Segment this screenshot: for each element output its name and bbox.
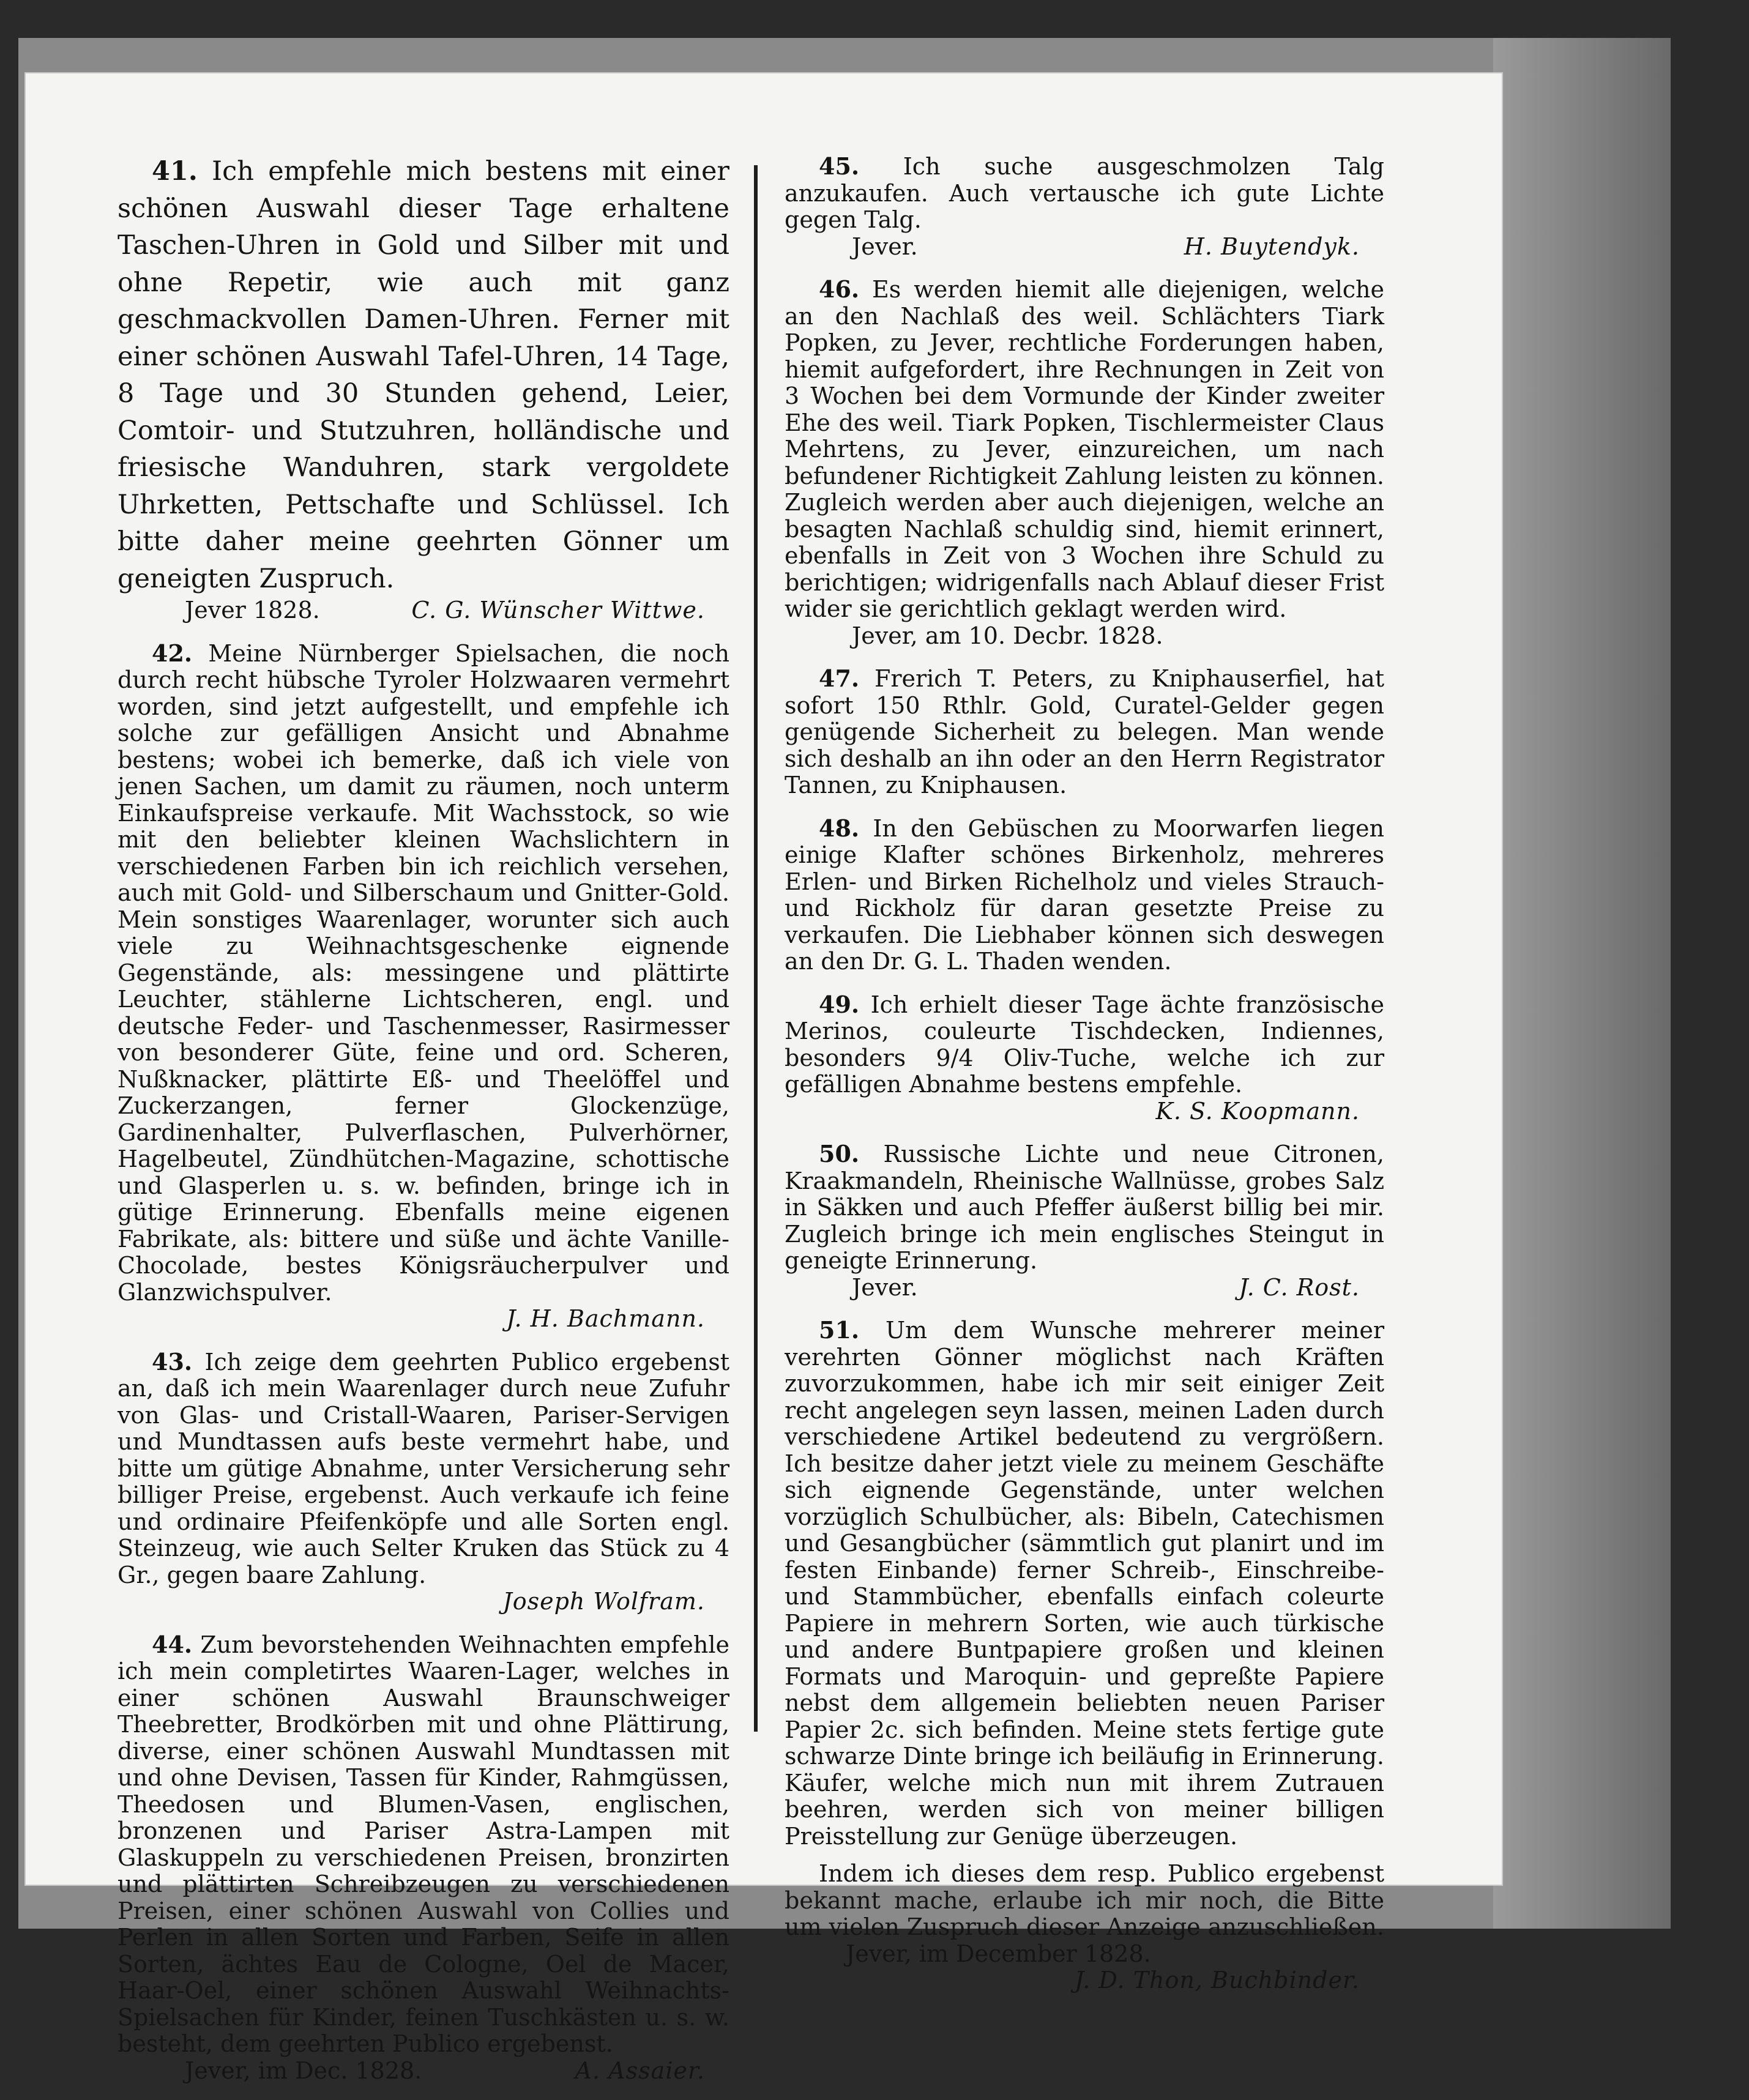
advert-text: Ich suche ausgeschmolzen Talg anzukaufen. Auch vertausche ich gute Lichte gegen Talg. (785, 153, 1384, 233)
advert-number: 41. (152, 156, 198, 187)
advert-name: C. G. Wünscher Wittwe. (411, 597, 705, 624)
advert-signature (785, 234, 1384, 261)
advert-number: 51. (819, 1316, 860, 1344)
advert-number: 50. (819, 1140, 860, 1167)
left-column (117, 153, 729, 2100)
advert-signature (785, 1098, 1384, 1125)
advert-43 (117, 1349, 729, 1615)
advert-text-continued: Indem ich dieses dem resp. Publico ergebenst bekannt mache, erlaube ich mir noch, die Bitte um vielen Zuspruch dieser Anzeige anzuschließen. (785, 1860, 1384, 1940)
advert-50 (785, 1141, 1384, 1301)
advert-51 (785, 1317, 1384, 1994)
advert-name: J. D. Thon, Buchbinder. (1074, 1967, 1360, 1994)
advert-47 (785, 665, 1384, 799)
advert-text: Zum bevorstehenden Weihnachten empfehle ich mein completirtes Waaren-Lager, welches in einer schönen Auswahl Braunschweiger Theebretter, Brodkörben mit und ohne Plättirung, diverse, einer schönen Auswahl Mundtassen mit und ohne Devisen, Tassen für Kinder, Rahmgüssen, Theedosen und Blumen-Vasen, englischen, bronzenen und Pariser Astra-Lampen mit Glaskuppeln zu verschiedenen Preisen, bronzirten und plättirten Schreibzeugen zu verschiedenen Preisen, einer schönen Auswahl von Collies und Perlen in allen Sorten und Farben, Seife in allen Sorten, ächtes Eau de Cologne, Oel de Macer, Haar-Oel, einer schönen Auswahl Weihnachts-Spielsachen für Kinder, feinen Tuschkästen u. s. w. besteht, dem geehrten Publico ergebenst. (117, 1631, 729, 2057)
right-column (785, 153, 1384, 2010)
advert-number: 49. (819, 990, 860, 1018)
advert-45 (785, 153, 1384, 260)
advert-name: H. Buytendyk. (1184, 233, 1360, 260)
advert-text: Russische Lichte und neue Citronen, Kraakmandeln, Rheinische Wallnüsse, grobes Salz in Säkken und auch Pfeffer äußerst billig bei mir. Zugleich bringe ich mein englisches Steingut in geneigte Erinnerung. (785, 1141, 1384, 1274)
advert-46 (785, 276, 1384, 649)
advert-number: 42. (152, 639, 193, 667)
advert-text: In den Gebüschen zu Moorwarfen liegen einige Klafter schönes Birkenholz, mehreres Erlen- und Birken Richelholz und vieles Strauch- und Rickholz für daran gesetzte Preise zu verkaufen. Die Liebhaber können sich deswegen an den Dr. G. L. Thaden wenden. (785, 814, 1384, 975)
advert-place: Jever. (852, 1273, 918, 1301)
advert-48 (785, 815, 1384, 975)
advert-name: K. S. Koopmann. (1155, 1097, 1360, 1125)
advert-name: A. Assaier. (575, 2057, 705, 2084)
advert-number: 48. (819, 814, 860, 842)
advert-text: Frerich T. Peters, zu Kniphauserfiel, hat sofort 150 Rthlr. Gold, Curatel-Gelder gegen genügende Sicherheit zu belegen. Man wende sich deshalb an ihn oder an den Herrn Registrator Tannen, zu Kniphausen. (785, 665, 1384, 799)
advert-42 (117, 640, 729, 1333)
advert-place: Jever, im December 1828. (846, 1940, 1151, 1967)
advert-name: J. H. Bachmann. (506, 1305, 705, 1332)
advert-text: Ich empfehle mich bestens mit einer schönen Auswahl dieser Tage erhaltene Taschen-Uhren in Gold und Silber mit und ohne Repetir, wie auch mit ganz geschmackvollen Damen-Uhren. Ferner mit einer schönen Auswahl Tafel-Uhren, 14 Tage, 8 Tage und 30 Stunden gehend, Leier, Comtoir- und Stutzuhren, holländische und friesische Wanduhren, stark vergoldete Uhrketten, Pettschafte und Schlüssel. Ich bitte daher meine geehrten Gönner um geneigten Zuspruch. (117, 156, 729, 594)
column-divider (754, 165, 758, 1732)
advert-number: 43. (152, 1347, 193, 1376)
advert-place: Jever. (852, 233, 918, 260)
newspaper-page (26, 73, 1502, 2084)
advert-name: J. C. Rost. (1239, 1273, 1360, 1301)
binder-edge (1493, 38, 1671, 1929)
advert-signature (117, 597, 729, 624)
advert-signature (117, 2058, 729, 2085)
advert-number: 44. (152, 1630, 193, 1658)
advert-signature (785, 623, 1384, 650)
advert-text: Es werden hiemit alle diejenigen, welche an den Nachlaß des weil. Schlächters Tiark Popken, zu Jever, rechtliche Forderungen haben, hiemit aufgefordert, ihre Rechnungen in Zeit von 3 Wochen bei dem Vormunde der Kinder zweiter Ehe des weil. Tiark Popken, Tischlermeister Claus Mehrtens, zu Jever, einzureichen, um nach befundener Richtigkeit Zahlung leisten zu können. Zugleich werden aber auch diejenigen, welche an besagten Nachlaß schuldig sind, hiemit erinnert, ebenfalls in Zeit von 3 Wochen ihre Schuld zu berichtigen; widrigenfalls nach Ablauf dieser Frist wider sie gerichtlich geklagt werden wird. (785, 276, 1384, 622)
advert-place: Jever, im Dec. 1828. (185, 2057, 422, 2084)
advert-41 (117, 153, 729, 624)
advert-signature (785, 1967, 1384, 1994)
advert-place: Jever, am 10. Decbr. 1828. (852, 622, 1163, 649)
advert-text: Ich zeige dem geehrten Publico ergebenst an, daß ich mein Waarenlager durch neue Zufuhr von Glas- und Cristall-Waaren, Pariser-Servigen und Mundtassen aufs beste vermehrt habe, und bitte um gütige Abnahme, unter Versicherung sehr billiger Preise, ergebenst. Auch verkaufe ich feine und ordinaire Pfeifenköpfe und alle Sorten engl. Steinzeug, wie auch Selter Kruken das Stück zu 4 Gr., gegen baare Zahlung. (117, 1348, 729, 1588)
advert-number: 45. (819, 152, 860, 180)
advert-49 (785, 991, 1384, 1125)
advert-signature (117, 1306, 729, 1333)
advert-signature (785, 1275, 1384, 1301)
advert-signature (117, 1588, 729, 1615)
advert-text: Um dem Wunsche mehrerer meiner verehrten Gönner möglichst nach Kräften zuvorzukommen, habe ich mir seit einiger Zeit recht angelegen seyn lassen, meinen Laden durch verschiedene Artikel bedeutend zu vergrößern. Ich besitze daher jetzt viele zu meinem Geschäfte sich eignende Gegenstände, unter welchen vorzüglich Schulbücher, als: Bibeln, Catechismen und Gesangbücher (sämmtlich gut planirt und im festen Einbande) ferner Schreib-, Einschreibe- und Stammbücher, ebenfalls einfach coleurte Papiere in mehrern Sorten, wie auch türkische und andere Buntpapiere großen und kleinen Formats und Maroquin- und gepreßte Papiere nebst dem allgemein beliebten neuen Pariser Papier 2c. sich befinden. Meine stets fertige gute schwarze Dinte bringe ich beiläufig in Erinnerung. Käufer, welche mich nun mit ihrem Zutrauen beehren, werden sich von meiner billigen Preisstellung zur Genüge überzeugen. (785, 1317, 1384, 1850)
advert-number: 46. (819, 275, 860, 303)
advert-name: Joseph Wolfram. (502, 1588, 705, 1615)
advert-place: Jever 1828. (185, 597, 320, 624)
advert-number: 47. (819, 665, 860, 692)
advert-text: Meine Nürnberger Spielsachen, die noch durch recht hübsche Tyroler Holzwaaren vermehrt worden, sind jetzt aufgestellt, und empfehle ich solche zur gefälligen Ansicht und Abnahme bestens; wobei ich bemerke, daß ich viele von jenen Sachen, um damit zu räumen, noch unterm Einkaufspreise verkaufe. Mit Wachsstock, so wie mit den beliebter kleinen Wachslichtern in verschiedenen Farben bin ich reichlich versehen, auch mit Gold- und Silberschaum und Gnitter-Gold. Mein sonstiges Waarenlager, worunter sich auch viele zu Weihnachtsgeschenke eignende Gegenstände, als: messingene und plättirte Leuchter, stählerne Lichtscheren, engl. und deutsche Feder- und Taschenmesser, Rasirmesser von besonderer Güte, feine und ord. Scheren, Nußknacker, plättirte Eß- und Theelöffel und Zuckerzangen, ferner Glockenzüge, Gardinenhalter, Pulverflaschen, Pulverhörner, Hagelbeutel, Zündhütchen-Magazine, schottische und Glasperlen u. s. w. befinden, bringe ich in gütige Erinnerung. Ebenfalls meine eigenen Fabrikate, als: bittere und süße und ächte Vanille-Chocolade, bestes Königsräucherpulver und Glanzwichspulver. (117, 639, 729, 1306)
advert-text: Ich erhielt dieser Tage ächte französische Merinos, couleurte Tischdecken, Indiennes, besonders 9/4 Oliv-Tuche, welche ich zur gefälligen Abnahme bestens empfehle. (785, 991, 1384, 1098)
advert-44 (117, 1631, 729, 2085)
